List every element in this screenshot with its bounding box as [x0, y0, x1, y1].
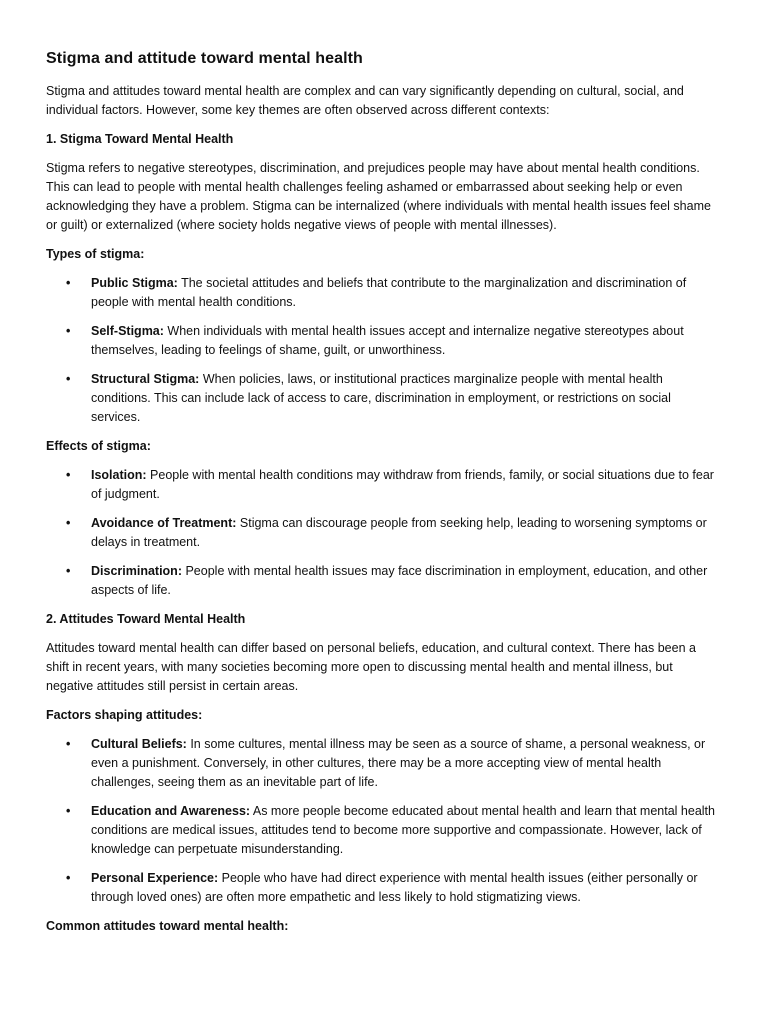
- intro-paragraph: Stigma and attitudes toward mental health are complex and can vary significantly depending on cultural, social, and individual factors. However, some key themes are often observed across different contexts:: [46, 84, 684, 118]
- list-item-text: Stigma can discourage people from seeking help, leading to worsening symptoms or delays in treatment.: [91, 516, 707, 550]
- page-title: Stigma and attitude toward mental health: [46, 50, 363, 67]
- list-item: [46, 802, 722, 860]
- list-item: [46, 274, 722, 312]
- list-item-term: Public Stigma:: [91, 276, 178, 290]
- list-item-text: When individuals with mental health issues accept and internalize negative stereotypes about themselves, leading to feelings of shame, guilt, or unworthiness.: [91, 324, 684, 358]
- section-1-heading: 1. Stigma Toward Mental Health: [46, 132, 234, 146]
- common-attitudes-heading: Common attitudes toward mental health:: [46, 919, 289, 934]
- list-item-term: Self-Stigma:: [91, 324, 164, 338]
- types-of-stigma-list: [46, 274, 722, 428]
- effects-of-stigma-list: [46, 466, 722, 600]
- effects-of-stigma-heading: Effects of stigma:: [46, 439, 151, 454]
- bullet-icon: •: [66, 372, 71, 386]
- list-item-term: Education and Awareness:: [91, 804, 251, 818]
- list-item: [46, 370, 722, 428]
- list-item: [46, 514, 722, 552]
- list-item-term: Cultural Beliefs:: [91, 736, 187, 751]
- list-item-text: In some cultures, mental illness may be seen as a source of shame, a personal weakness, or even a punishment. Conversely, in other cultures, there may be a more accepting view of mental health challenges, seeing them as an inevitable part of life.: [91, 736, 706, 790]
- list-item-text: As more people become educated about mental health and learn that mental health conditions are medical issues, attitudes tend to become more supportive and compassionate. However, lack of knowledge can perpetuate misunderstanding.: [91, 804, 715, 857]
- bullet-icon: •: [66, 276, 71, 290]
- list-item: [46, 466, 722, 504]
- list-item-term: Avoidance of Treatment:: [91, 516, 237, 530]
- bullet-icon: •: [66, 564, 71, 578]
- list-item-text: People with mental health conditions may withdraw from friends, family, or social situations due to fear of judgment.: [91, 468, 714, 502]
- list-item: [46, 869, 722, 907]
- types-of-stigma-heading: Types of stigma:: [46, 247, 145, 262]
- list-item-term: Personal Experience:: [91, 871, 219, 886]
- list-item-text: The societal attitudes and beliefs that contribute to the marginalization and discrimination of people with mental health conditions.: [91, 276, 687, 310]
- bullet-icon: •: [66, 804, 71, 818]
- bullet-icon: •: [66, 871, 71, 886]
- list-item-text: People with mental health issues may face discrimination in employment, education, and other aspects of life.: [91, 564, 708, 598]
- list-item-text: People who have had direct experience with mental health issues (either personally or through loved ones) are often more empathetic and less likely to hold stigmatizing views.: [91, 871, 698, 905]
- list-item: [46, 322, 722, 360]
- bullet-icon: •: [66, 736, 71, 751]
- section-2-paragraph: Attitudes toward mental health can differ based on personal beliefs, education, and cultural context. There has been a shift in recent years, with many societies becoming more open to discussing mental health and mental illness, but negative attitudes still persist in certain areas.: [46, 640, 696, 694]
- list-item-text: When policies, laws, or institutional practices marginalize people with mental health conditions. This can include lack of access to care, discrimination in employment, or restrictions on social services.: [91, 372, 671, 425]
- factors-shaping-attitudes-list: [46, 735, 722, 908]
- section-1-paragraph: Stigma refers to negative stereotypes, discrimination, and prejudices people may have about mental health conditions. This can lead to people with mental health challenges feeling ashamed or embarrassed about seeking help or even acknowledging they have a problem. Stigma can be internalized (where individuals with mental health issues feel shame or guilt) or externalized (where society holds negative views of people with mental illnesses).: [46, 160, 711, 233]
- list-item-term: Structural Stigma:: [91, 372, 200, 386]
- list-item: [46, 735, 722, 793]
- list-item-term: Discrimination:: [91, 564, 182, 578]
- bullet-icon: •: [66, 324, 71, 338]
- section-2-heading: 2. Attitudes Toward Mental Health: [46, 612, 246, 626]
- bullet-icon: •: [66, 516, 71, 530]
- list-item: [46, 562, 722, 600]
- bullet-icon: •: [66, 468, 71, 482]
- factors-shaping-attitudes-heading: Factors shaping attitudes:: [46, 708, 203, 722]
- list-item-term: Isolation:: [91, 468, 147, 482]
